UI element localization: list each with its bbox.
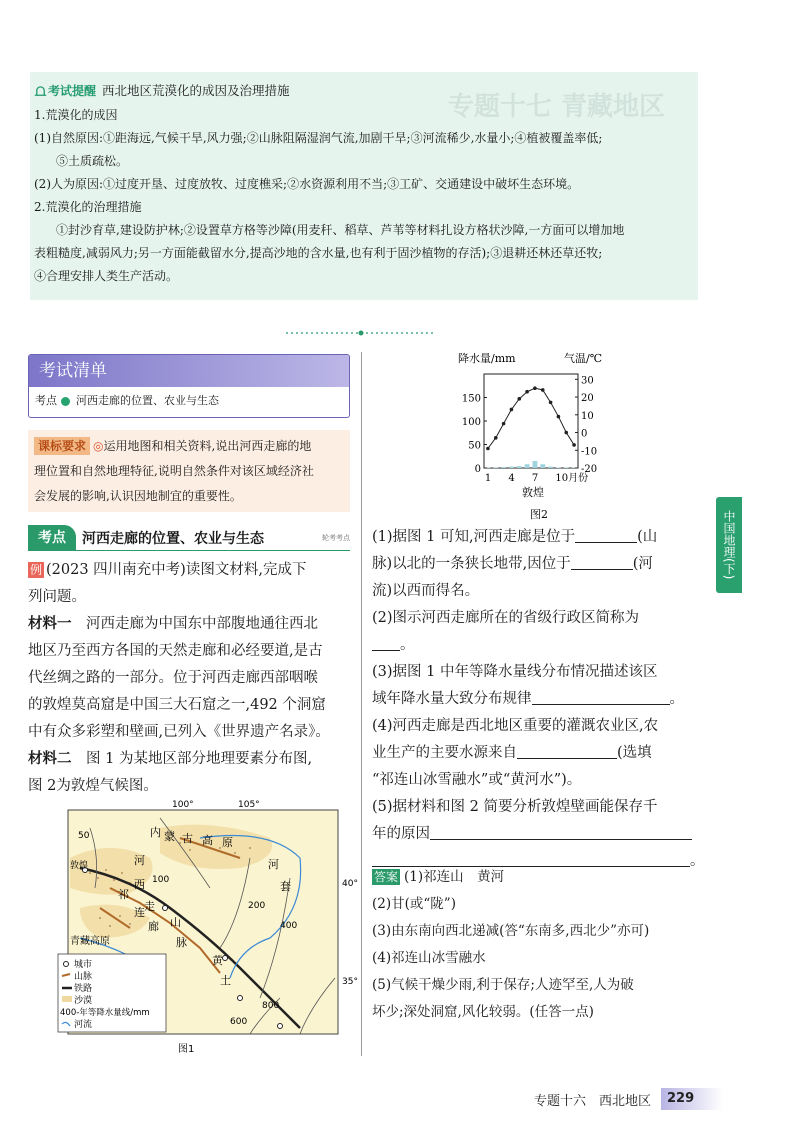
answer-blank[interactable] (575, 525, 637, 543)
answer-blank[interactable] (372, 633, 400, 651)
point-label: 考点 (35, 394, 57, 407)
q-text: 年的原因 (372, 826, 430, 842)
questions (372, 524, 705, 875)
page-footer (534, 1088, 723, 1110)
temp-point (510, 408, 514, 412)
precip-bars (486, 461, 577, 468)
green-dot-icon (61, 397, 70, 406)
temp-point (486, 447, 490, 451)
tip-title: 西北地区荒漠化的成因及治理措施 (102, 83, 290, 98)
answer-line: (3)由东南向西北递减(答“东南多,西北少”亦可) (372, 923, 650, 939)
material-line: 中有众多彩塑和壁画,已列入《世界遗产名录》。 (28, 724, 330, 740)
map-legend (58, 954, 166, 1032)
region-label: 河 (134, 854, 145, 867)
exam-list-title: 考试清单 (29, 355, 349, 387)
y-right-tick: 0 (581, 428, 588, 440)
figure2-climate-chart (450, 350, 620, 522)
column-divider (361, 352, 362, 1056)
precip-bar (556, 468, 561, 469)
figure1-map (40, 798, 360, 1060)
answer-line: (5)气候干燥少雨,利于保存;人迹罕至,人为破 (372, 977, 634, 993)
answer-line: (2)甘(或“陇”) (372, 896, 456, 912)
region-label: 内 (150, 826, 161, 839)
legend-city: 城市 (74, 960, 93, 970)
dotted-divider (286, 330, 436, 336)
lat-label: 40° (342, 879, 358, 889)
question-line (372, 740, 702, 767)
question-line: “祁连山冰雪融水”或“黄河水”)。 (372, 772, 582, 788)
material-line: 的敦煌莫高窟是中国三大石窟之一,492 个洞窟 (28, 697, 326, 713)
precip-bar (564, 468, 569, 469)
region-label: 河 (268, 858, 279, 871)
temp-point (564, 431, 568, 435)
temp-point (517, 397, 521, 401)
course-line: 会发展的影响,认识因地制宜的重要性。 (34, 489, 242, 503)
y-left-tick: 100 (461, 417, 481, 428)
question-line (372, 686, 702, 713)
example-intro: (2023 四川南充中考)读图文材料,完成下 (46, 562, 307, 578)
question-line: (3)据图 1 中年等降水量线分布情况描述该区 (372, 664, 658, 680)
legend-river: 河流 (74, 1020, 93, 1030)
material1-text: 河西走廊为中国东中部腹地通往西北 (86, 616, 318, 632)
contour-label: 400 (280, 921, 298, 931)
region-label: 西 (134, 878, 145, 891)
region-label: 蒙 (164, 830, 175, 843)
chart-ylabel-right: 气温/℃ (564, 352, 603, 365)
example-tag: 例 (30, 563, 43, 577)
temp-line (488, 388, 574, 448)
answer-blank[interactable] (517, 741, 617, 759)
course-requirement (28, 430, 350, 512)
q-text: (1)据图 1 可知,河西走廊是位于 (372, 529, 576, 545)
kaodian-title: 河西走廊的位置、农业与生态 (82, 530, 264, 547)
region-label: 高 (202, 834, 213, 847)
contour-label: 600 (230, 1017, 248, 1027)
q-text: (山 (637, 529, 658, 545)
tip-tag-label: 考试提醒 (48, 84, 97, 98)
map-svg (40, 798, 360, 1060)
temp-point (502, 422, 506, 426)
y-right-tick: 20 (581, 393, 594, 405)
answer-blank[interactable] (571, 552, 633, 570)
question-line: (5)据材料和图 2 简要分析敦煌壁画能保存千 (372, 799, 658, 815)
answer-text: (1)祁连山 黄河 (404, 869, 505, 885)
region-label: 土 (220, 974, 231, 987)
course-line (34, 434, 342, 459)
y-right-tick: 30 (581, 375, 594, 387)
kaodian-tag: 考点 (28, 525, 76, 551)
temp-series (486, 386, 576, 450)
region-label: 廊 (148, 920, 159, 933)
q-text: 业生产的主要水源来自 (372, 745, 517, 761)
exam-list-point (29, 387, 349, 415)
lon-label: 105° (238, 800, 260, 810)
question-line (372, 524, 702, 551)
legend-mountain: 山脉 (74, 972, 93, 982)
precip-bar (548, 467, 553, 468)
bullet-icon: ◎ (93, 439, 104, 453)
side-tab: 中国地理(下) (716, 497, 742, 593)
precip-bar (501, 467, 506, 468)
precip-bar (533, 461, 538, 468)
precip-bar (517, 466, 522, 468)
answer-blank[interactable] (430, 822, 692, 840)
map-caption: 图1 (178, 1044, 195, 1055)
answer-tag: 答案 (374, 870, 399, 884)
material-line: 图 2为敦煌气候图。 (28, 778, 158, 794)
question-line (372, 551, 702, 578)
region-label: 黄 (212, 954, 223, 967)
question-line: (2)图示河西走廊所在的省级行政区简称为 (372, 610, 640, 626)
example-line: 列问题。 (28, 589, 86, 605)
course-line: 理位置和自然地理特征,说明自然条件对该区域经济社 (34, 464, 314, 478)
temp-point (525, 390, 529, 394)
material2-text: 图 1 为某地区部分地理要素分布图, (86, 751, 313, 767)
temp-point (541, 388, 545, 392)
question-line: 流)以西而得名。 (372, 583, 480, 599)
region-label: 原 (222, 836, 233, 849)
tip-line: (2)人为原因:①过度开垦、过度放牧、过度樵采;②水资源利用不当;③工矿、交通建设中破坏生态环境。 (34, 177, 580, 191)
kaodian-bar (28, 525, 350, 551)
material-line: 地区乃至西方各国的天然走廊和必经要道,是古 (28, 643, 323, 659)
tip-tag (34, 82, 96, 100)
footer-chapter: 专题十六 西北地区 (534, 1093, 652, 1109)
tip-line: ①封沙育草,建设防护林;②设置草方格等沙障(用麦秆、稻草、芦苇等材料扎设方格状沙障,一方面可以增加地 (56, 223, 625, 237)
plot-frame (484, 374, 578, 468)
question-line (372, 632, 702, 659)
tip-line: ④合理安排人类生产活动。 (34, 269, 179, 283)
answer-line (372, 864, 702, 891)
y-right-tick: -10 (581, 446, 598, 458)
lat-label: 35° (342, 977, 358, 987)
example-text (28, 557, 356, 800)
region-label: 走 (144, 900, 155, 913)
temp-point (533, 386, 537, 390)
contour-label: 200 (248, 901, 266, 911)
question-line: (4)河西走廊是西北地区重要的灌溉农业区,农 (372, 718, 659, 734)
x-tick: 1 (484, 473, 492, 484)
legend-desert: 沙漠 (74, 996, 93, 1006)
q-text: (选填 (617, 745, 652, 761)
x-tick: 10月份 (555, 473, 589, 484)
precip-bar (493, 468, 498, 469)
y-right-tick: -20 (581, 464, 598, 475)
region-label: 山 (170, 916, 181, 929)
faded-watermark: 专题十七 青藏地区 (448, 92, 666, 122)
region-label: 敦煌 (70, 861, 89, 871)
kaodian-small: 轮考考点 (322, 533, 350, 542)
q-text: 域年降水量大致分布规律 (372, 691, 532, 707)
tip-line: 2.荒漠化的治理措施 (34, 200, 142, 214)
answer-line: 坏少;深处洞窟,风化较弱。(任答一点) (372, 1004, 594, 1020)
page-number: 229 (661, 1088, 723, 1110)
precip-bar (540, 464, 545, 468)
material-line (28, 746, 356, 773)
y-left-tick: 150 (461, 393, 481, 405)
temp-point (557, 415, 561, 419)
x-tick: 4 (508, 473, 515, 484)
tip-line: ⑤土质疏松。 (56, 154, 129, 168)
exam-list-box (28, 354, 350, 418)
tip-line: (1)自然原因:①距海远,气候干旱,风力强;②山脉阻隔湿润气流,加剧干旱;③河流稀少,水量小;④植被覆盖率低; (34, 131, 603, 145)
material1-label: 材料一 (28, 616, 72, 632)
exam-tip-box (30, 72, 698, 300)
x-tick: 7 (531, 473, 539, 484)
region-label: 套 (280, 880, 291, 893)
bell-icon (34, 85, 47, 98)
contour-label: 50 (78, 831, 90, 841)
material-line: 代丝绸之路的一部分。位于河西走廊西部咽喉 (28, 670, 318, 686)
temp-point (494, 436, 498, 440)
q-text: 。 (690, 853, 705, 869)
q-text: 脉)以北的一条狭长地带,因位于 (372, 556, 571, 572)
q-text: 。 (669, 691, 684, 707)
tip-line: 表粗糙度,减弱风力;另一方面能截留水分,提高沙地的含水量,也有利于固沙植物的存活);③退耕还林还草还牧; (34, 246, 603, 260)
material-line (28, 611, 356, 638)
point-text: 河西走廊的位置、农业与生态 (76, 394, 219, 407)
y-right-tick: 10 (581, 410, 594, 422)
question-line (372, 821, 702, 848)
contour-label: 100 (152, 875, 170, 885)
lon-label: 100° (172, 800, 194, 810)
region-label: 祁 (118, 888, 129, 901)
contour-label: 800 (262, 1001, 280, 1011)
course-tag: 课标要求 (34, 437, 90, 455)
climate-svg (450, 350, 620, 522)
answer-blank[interactable] (532, 687, 670, 705)
legend-railway: 铁路 (74, 984, 93, 994)
y-left-tick: 50 (468, 440, 481, 452)
answers (372, 864, 702, 1026)
region-label: 青藏高原 (70, 936, 110, 947)
chart-xlabel: 敦煌 (522, 486, 544, 499)
chart-caption: 图2 (530, 508, 548, 521)
region-label: 古 (182, 832, 193, 845)
answer-line: (4)祁连山冰雪融水 (372, 950, 486, 966)
material2-label: 材料二 (28, 751, 72, 767)
example-line (28, 557, 356, 584)
course-text: 运用地图和相关资料,说出河西走廊的地 (103, 439, 312, 453)
temp-point (572, 443, 576, 447)
tip-line: 1.荒漠化的成因 (34, 108, 118, 122)
legend-isohyet: 400-年等降水量线/mm (60, 1008, 150, 1018)
q-text: 。 (400, 637, 415, 653)
q-text: (河 (632, 556, 653, 572)
y-left-tick: 0 (474, 464, 481, 475)
region-label: 脉 (176, 936, 187, 949)
temp-point (549, 401, 553, 405)
precip-bar (525, 464, 530, 468)
precip-bar (509, 467, 514, 468)
chart-ylabel-left: 降水量/mm (458, 352, 516, 365)
region-label: 连 (134, 906, 145, 919)
